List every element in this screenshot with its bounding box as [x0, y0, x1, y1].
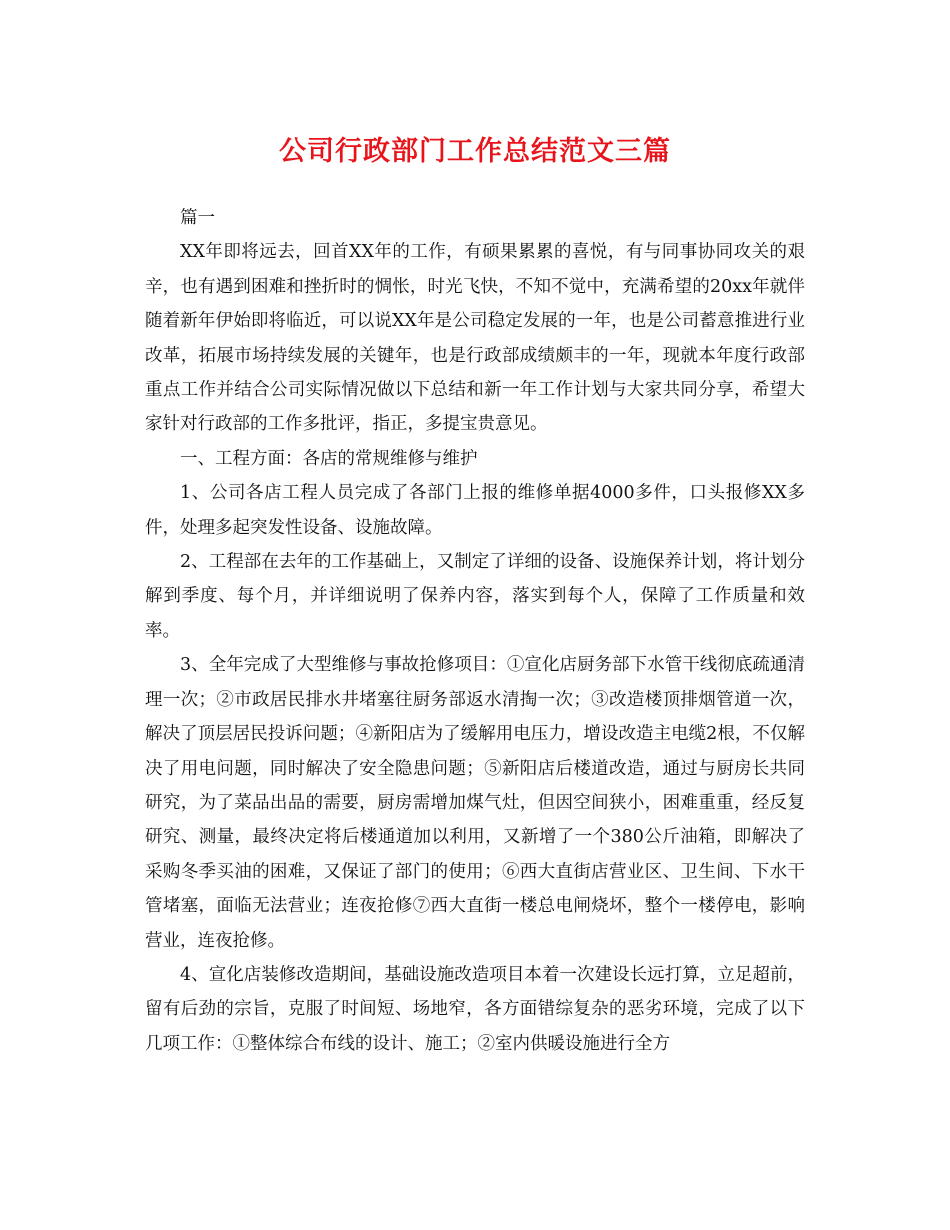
document-body	[145, 201, 805, 1061]
document-title: 公司行政部门工作总结范文三篇	[279, 136, 671, 167]
paragraph-item-3: 3、全年完成了大型维修与事故抢修项目：①宣化店厨务部下水管干线彻底疏通清理一次；②市政居民排水井堵塞往厨务部返水清掏一次；③改造楼顶排烟管道一次，解决了顶层居民投诉问题；④新阳店为了缓解用电压力，增设改造主电缆2根，不仅解决了用电问题，同时解决了安全隐患问题；⑤新阳店后楼道改造，通过与厨房长共同研究，为了菜品出品的需要，厨房需增加煤气灶，但因空间狭小，困难重重，经反复研究、测量，最终决定将后楼通道加以利用，又新增了一个380公斤油箱，即解决了采购冬季买油的困难，又保证了部门的使用；⑥西大直街店营业区、卫生间、下水干管堵塞，面临无法营业；连夜抢修⑦西大直街一楼总电闸烧坏，整个一楼停电，影响营业，连夜抢修。	[145, 655, 805, 951]
paragraph-item-2: 2、工程部在去年的工作基础上，又制定了详细的设备、设施保养计划，将计划分解到季度、每个月，并详细说明了保养内容，落实到每个人，保障了工作质量和效率。	[145, 552, 805, 641]
paragraph-item-1: 1、公司各店工程人员完成了各部门上报的维修单据4000多件，口头报修XX多件，处理多起突发性设备、设施故障。	[145, 483, 805, 538]
paragraph-item-4: 4、宣化店装修改造期间，基础设施改造项目本着一次建设长远打算，立足超前，留有后劲的宗旨，克服了时间短、场地窄，各方面错综复杂的恶劣环境，完成了以下几项工作：①整体综合布线的设计、施工；②室内供暖设施进行全方	[145, 964, 805, 1054]
section-heading-engineering: 一、工程方面：各店的常规维修与维护	[180, 448, 478, 469]
section-label: 篇一	[180, 208, 215, 228]
paragraph-intro: XX年即将远去，回首XX年的工作，有硕果累累的喜悦，有与同事协同攻关的艰辛，也有遇到困难和挫折时的惆怅，时光飞快，不知不觉中，充满希望的20xx年就伴随着新年伊始即将临近，可以说XX年是公司稳定发展的一年，也是公司蓄意推进行业改革，拓展市场持续发展的关键年，也是行政部成绩颇丰的一年，现就本年度行政部重点工作并结合公司实际情况做以下总结和新一年工作计划与大家共同分享，希望大家针对行政部的工作多批评，指正，多提宝贵意见。	[145, 242, 805, 435]
